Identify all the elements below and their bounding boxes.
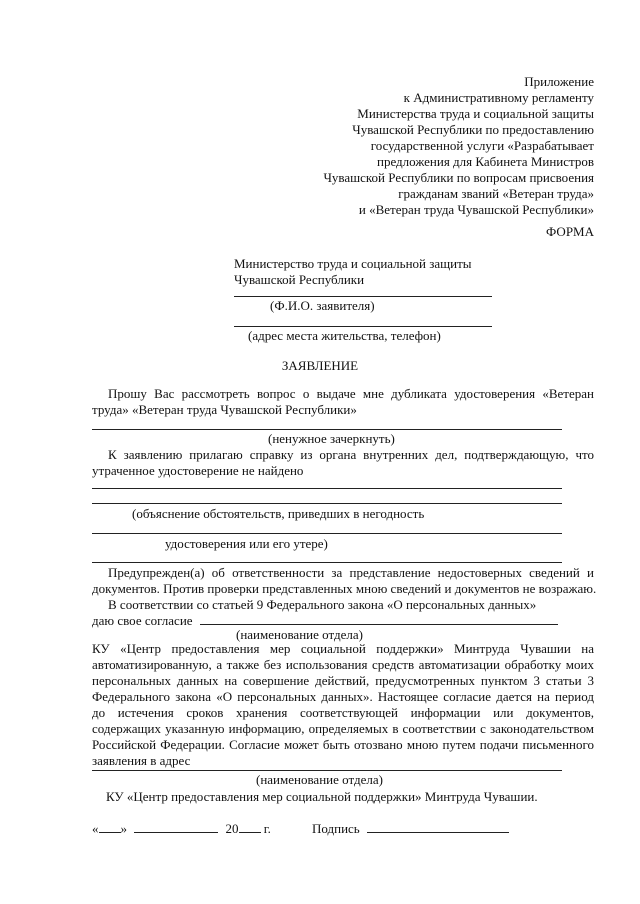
address-field-line[interactable] <box>234 326 492 327</box>
annex-line: Приложение <box>524 74 594 89</box>
consent-text-line: Федерального закона «О персональных данных». Настоящее согласие дается на период <box>92 689 594 704</box>
year-field[interactable] <box>239 820 261 833</box>
explain-field-line-4[interactable] <box>92 562 562 563</box>
attachment-line-2: утраченное удостоверение не найдено <box>92 463 304 478</box>
annex-line: государственной услуги «Разрабатывает <box>370 138 594 153</box>
fio-caption: (Ф.И.О. заявителя) <box>270 298 375 313</box>
annex-line: и «Ветеран труда Чувашской Республики» <box>358 202 594 217</box>
strike-caption: (ненужное зачеркнуть) <box>268 431 395 446</box>
attachment-line-1: К заявлению прилагаю справку из органа внутренних дел, подтверждающую, что <box>108 447 594 462</box>
consent-line-1: В соответствии со статьей 9 Федерального закона «О персональных данных» <box>108 597 537 612</box>
consent-text-line: заявления в адрес <box>92 753 191 768</box>
year-suffix: г. <box>263 821 271 836</box>
day-field[interactable] <box>99 820 121 833</box>
annex-line: гражданам званий «Ветеран труда» <box>398 186 594 201</box>
warning-line-1: Предупрежден(а) об ответственности за представление недостоверных сведений и <box>108 565 594 580</box>
form-label: ФОРМА <box>546 224 594 239</box>
year-prefix: 20 <box>225 821 239 836</box>
addressee-line1: Министерство труда и социальной защиты <box>234 256 472 271</box>
address-caption: (адрес места жительства, телефон) <box>248 328 441 343</box>
signature-label: Подпись <box>312 821 360 836</box>
warning-line-2: документов. Против проверки представленных мною сведений и документов не возражаю. <box>92 581 597 596</box>
request-line-2: труда» «Ветеран труда Чувашской Республики» <box>92 402 357 417</box>
strike-field-line[interactable] <box>92 429 562 430</box>
annex-line: Министерства труда и социальной защиты <box>357 106 594 121</box>
dept-caption: (наименование отдела) <box>236 627 363 642</box>
consent-text-line: до истечения сроков хранения соответствующей информации или документов, <box>92 705 594 720</box>
signature-field[interactable] <box>367 820 509 833</box>
signature-row <box>312 820 509 837</box>
dept-caption-2: (наименование отдела) <box>256 772 383 787</box>
date-close-quote: » <box>120 821 127 836</box>
consent-prefix: даю свое согласие <box>92 613 193 628</box>
annex-line: Чувашской Республики по вопросам присвоения <box>323 170 594 185</box>
dept-field-line[interactable] <box>200 612 558 625</box>
consent-text-line: КУ «Центр предоставления мер социальной поддержки» Минтруда Чувашии на <box>92 641 594 656</box>
document-title: ЗАЯВЛЕНИЕ <box>281 358 359 373</box>
annex-line: предложения для Кабинета Министров <box>377 154 594 169</box>
explain-caption-2: удостоверения или его утере) <box>165 536 328 551</box>
fio-field-line[interactable] <box>234 296 492 297</box>
date-row <box>92 820 271 837</box>
annex-line: Чувашской Республики по предоставлению <box>352 122 594 137</box>
final-line: КУ «Центр предоставления мер социальной поддержки» Минтруда Чувашии. <box>106 789 538 804</box>
explain-field-line-1[interactable] <box>92 488 562 489</box>
consent-text-line: Российской Федерации. Согласие может быть отозвано мною путем подачи письменного <box>92 737 594 752</box>
date-open-quote: « <box>92 821 99 836</box>
addressee-line2: Чувашской Республики <box>234 272 365 287</box>
explain-field-line-2[interactable] <box>92 503 562 504</box>
consent-text-line: автоматизированную, а также без использования средств автоматизации обработку моих <box>92 657 594 672</box>
request-line-1: Прошу Вас рассмотреть вопрос о выдаче мне дубликата удостоверения «Ветеран <box>108 386 594 401</box>
annex-line: к Административному регламенту <box>403 90 594 105</box>
explain-caption: (объяснение обстоятельств, приведших в негодность <box>132 506 425 521</box>
month-field[interactable] <box>134 820 218 833</box>
consent-text-line: содержащих указанную информацию, определяемых в соответствии с законодательством <box>92 721 594 736</box>
annex-block <box>234 74 594 218</box>
explain-field-line-3[interactable] <box>92 533 562 534</box>
dept-field-line-2[interactable] <box>92 770 562 771</box>
consent-text-line: персональных данных на совершение действий, предусмотренных пунктом 3 статьи 3 <box>92 673 594 688</box>
